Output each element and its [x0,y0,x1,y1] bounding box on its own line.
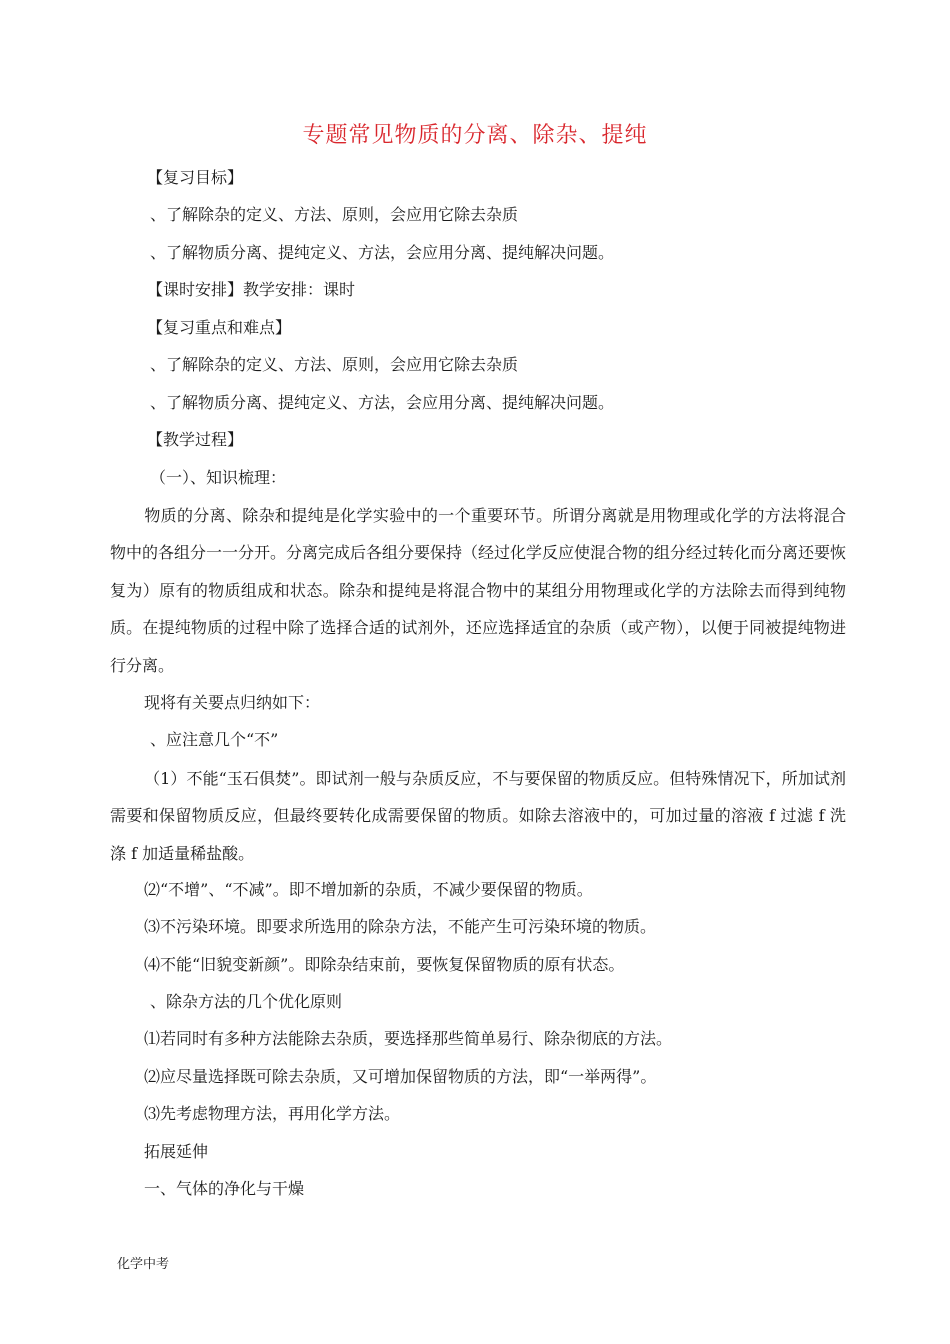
goal-item-1: 、了解除杂的定义、方法、原则，会应用它除去杂质 [150,205,519,224]
principle-item-2: ⑵应尽量选择既可除去杂质，又可增加保留物质的方法，即“一举两得”。 [144,1067,657,1086]
heading-key-points: 【复习重点和难点】 [147,318,292,337]
section-heading-2: 、除杂方法的几个优化原则 [150,992,343,1011]
heading-review-goals: 【复习目标】 [147,168,244,187]
item-1-paragraph-text: （1）不能“玉石俱焚”。即试剂一般与杂质反应，不与要保留的物质反应。但特殊情况下，所加试剂需要和保留物质反应，但最终要转化成需要保留的物质。如除去溶液中的，可加过量的溶液 f 过滤 f 洗涤 f 加适量稀盐酸。 [110,769,846,863]
section-heading-1: 、应注意几个“不” [150,730,279,749]
principle-item-1: ⑴若同时有多种方法能除去杂质，要选择那些简单易行、除杂彻底的方法。 [144,1029,673,1048]
intro-paragraph [110,497,846,684]
goal-item-2: 、了解物质分离、提纯定义、方法，会应用分离、提纯解决问题。 [150,243,615,262]
principle-item-3: ⑶先考虑物理方法，再用化学方法。 [144,1104,401,1123]
list-item-3: ⑶不污染环境。即要求所选用的除杂方法，不能产生可污染环境的物质。 [144,917,657,936]
extension-heading: 拓展延伸 [144,1142,209,1161]
page-footer: 化学中考 [117,1257,170,1272]
list-item-4: ⑷不能“旧貌变新颜”。即除杂结束前，要恢复保留物质的原有状态。 [144,955,625,974]
document-title: 专题常见物质的分离、除杂、提纯 [302,123,648,148]
subheading-knowledge-review: （一）、知识梳理： [150,468,287,487]
summary-intro: 现将有关要点归纳如下： [144,693,321,712]
key-point-item-1: 、了解除杂的定义、方法、原则，会应用它除去杂质 [150,355,519,374]
intro-paragraph-text: 物质的分离、除杂和提纯是化学实验中的一个重要环节。所谓分离就是用物理或化学的方法将混合物中的各组分一一分开。分离完成后各组分要保持（经过化学反应使混合物的组分经过转化而分离还要恢复为）原有的物质组成和状态。除杂和提纯是将混合物中的某组分用物理或化学的方法除去而得到纯物质。在提纯物质的过程中除了选择合适的试剂外，还应选择适宜的杂质（或产物），以便于同被提纯物进行分离。 [110,506,847,675]
key-point-item-2: 、了解物质分离、提纯定义、方法，会应用分离、提纯解决问题。 [150,393,615,412]
heading-teaching-process: 【教学过程】 [147,430,244,449]
gas-purification-heading: 一、气体的净化与干燥 [144,1179,305,1198]
heading-lesson-schedule: 【课时安排】教学安排：课时 [147,280,356,299]
item-1-paragraph [110,760,846,872]
list-item-2: ⑵“不增”、“不减”。即不增加新的杂质，不减少要保留的物质。 [144,880,593,899]
